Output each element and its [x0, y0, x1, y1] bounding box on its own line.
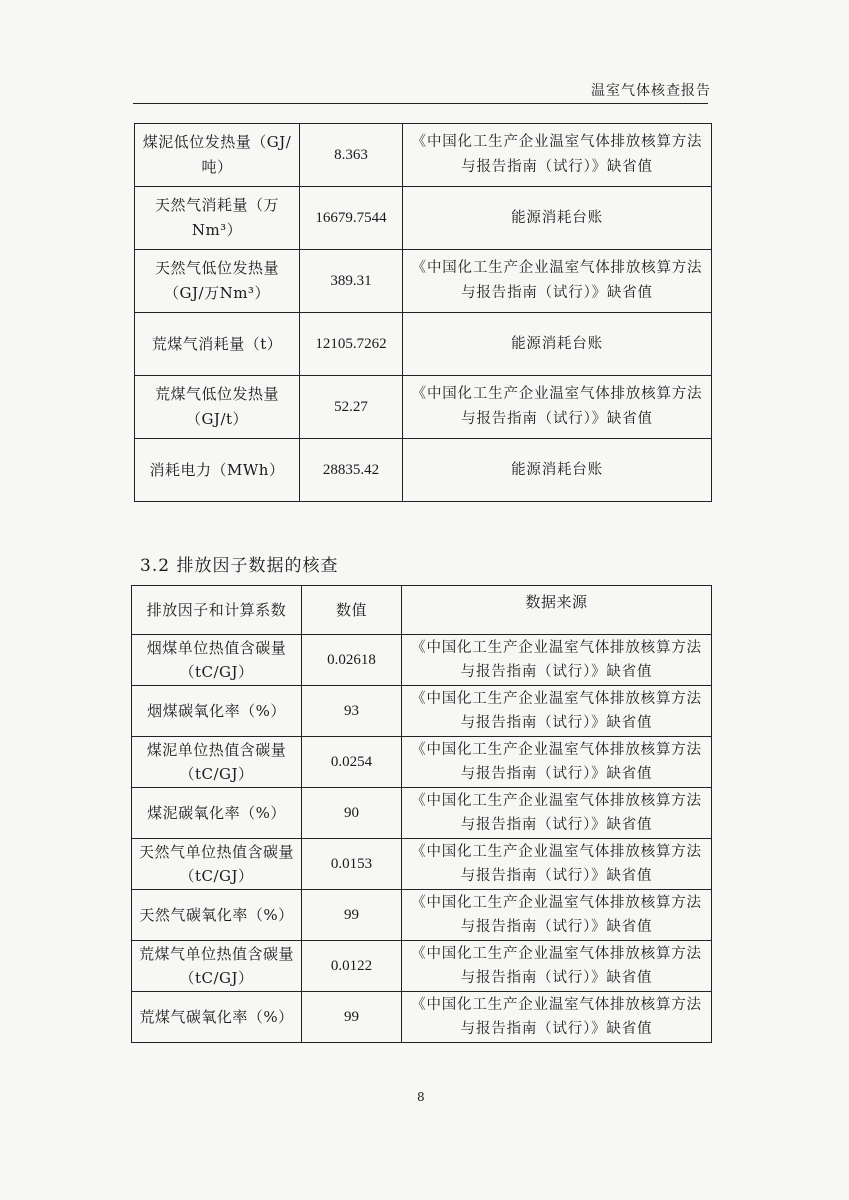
table-row — [135, 376, 712, 439]
table-cell-value: 28835.42 — [300, 439, 403, 502]
table-cell-value: 389.31 — [300, 250, 403, 313]
table-cell-source: 《中国化工生产企业温室气体排放核算方法与报告指南（试行）》缺省值 — [402, 839, 712, 890]
table-cell-item: 煤泥单位热值含碳量（tC/GJ） — [132, 737, 302, 788]
table-cell-value: 90 — [302, 788, 402, 839]
column-header-source: 数据来源 — [402, 586, 712, 635]
table-row — [132, 737, 712, 788]
table-cell-item: 烟煤碳氧化率（%） — [132, 686, 302, 737]
table-row — [135, 250, 712, 313]
page-number: 8 — [417, 1090, 425, 1104]
table-cell-item: 煤泥低位发热量（GJ/吨） — [135, 124, 300, 187]
table-cell-item: 荒煤气消耗量（t） — [135, 313, 300, 376]
table-cell-value: 52.27 — [300, 376, 403, 439]
table-cell-value: 0.0254 — [302, 737, 402, 788]
table-cell-source: 《中国化工生产企业温室气体排放核算方法与报告指南（试行）》缺省值 — [403, 250, 712, 313]
table-cell-source: 《中国化工生产企业温室气体排放核算方法与报告指南（试行）》缺省值 — [402, 635, 712, 686]
table-cell-item: 烟煤单位热值含碳量（tC/GJ） — [132, 635, 302, 686]
table-cell-source: 《中国化工生产企业温室气体排放核算方法与报告指南（试行）》缺省值 — [402, 890, 712, 941]
table-row — [132, 890, 712, 941]
table-row — [132, 686, 712, 737]
table-cell-item: 天然气消耗量（万Nm³） — [135, 187, 300, 250]
column-header-item: 排放因子和计算系数 — [132, 586, 302, 635]
table-cell-value: 8.363 — [300, 124, 403, 187]
table-cell-value: 99 — [302, 992, 402, 1043]
table-cell-source: 能源消耗台账 — [403, 313, 712, 376]
header-divider — [133, 103, 708, 104]
table-row — [135, 313, 712, 376]
table-row — [132, 992, 712, 1043]
table-cell-source: 《中国化工生产企业温室气体排放核算方法与报告指南（试行）》缺省值 — [403, 124, 712, 187]
table-cell-source: 《中国化工生产企业温室气体排放核算方法与报告指南（试行）》缺省值 — [402, 941, 712, 992]
table-cell-source: 能源消耗台账 — [403, 187, 712, 250]
table-row — [132, 941, 712, 992]
table-cell-value: 0.02618 — [302, 635, 402, 686]
table-cell-item: 煤泥碳氧化率（%） — [132, 788, 302, 839]
table-row — [135, 124, 712, 187]
table-cell-item: 天然气单位热值含碳量（tC/GJ） — [132, 839, 302, 890]
table-cell-value: 0.0153 — [302, 839, 402, 890]
report-header-title: 温室气体核查报告 — [591, 83, 711, 99]
energy-data-table — [134, 123, 712, 502]
table-cell-source: 《中国化工生产企业温室气体排放核算方法与报告指南（试行）》缺省值 — [402, 788, 712, 839]
table-row — [135, 439, 712, 502]
table-cell-item: 天然气碳氧化率（%） — [132, 890, 302, 941]
table-cell-value: 12105.7262 — [300, 313, 403, 376]
table-row — [132, 635, 712, 686]
table-row — [135, 187, 712, 250]
table-cell-source: 《中国化工生产企业温室气体排放核算方法与报告指南（试行）》缺省值 — [402, 992, 712, 1043]
column-header-value: 数值 — [302, 586, 402, 635]
table-cell-value: 99 — [302, 890, 402, 941]
table-row — [132, 788, 712, 839]
table-cell-source: 《中国化工生产企业温室气体排放核算方法与报告指南（试行）》缺省值 — [402, 686, 712, 737]
table-cell-item: 天然气低位发热量（GJ/万Nm³） — [135, 250, 300, 313]
table-cell-source: 《中国化工生产企业温室气体排放核算方法与报告指南（试行）》缺省值 — [403, 376, 712, 439]
table-cell-value: 93 — [302, 686, 402, 737]
table-cell-item: 荒煤气碳氧化率（%） — [132, 992, 302, 1043]
table-cell-value: 16679.7544 — [300, 187, 403, 250]
table-cell-item: 荒煤气单位热值含碳量（tC/GJ） — [132, 941, 302, 992]
table-cell-item: 荒煤气低位发热量（GJ/t） — [135, 376, 300, 439]
table-row — [132, 839, 712, 890]
table-cell-source: 能源消耗台账 — [403, 439, 712, 502]
table-cell-value: 0.0122 — [302, 941, 402, 992]
table-cell-source: 《中国化工生产企业温室气体排放核算方法与报告指南（试行）》缺省值 — [402, 737, 712, 788]
emission-factor-table — [131, 585, 712, 1043]
section-heading: 3.2 排放因子数据的核查 — [140, 556, 339, 576]
table-header-row — [132, 586, 712, 635]
table-cell-item: 消耗电力（MWh） — [135, 439, 300, 502]
